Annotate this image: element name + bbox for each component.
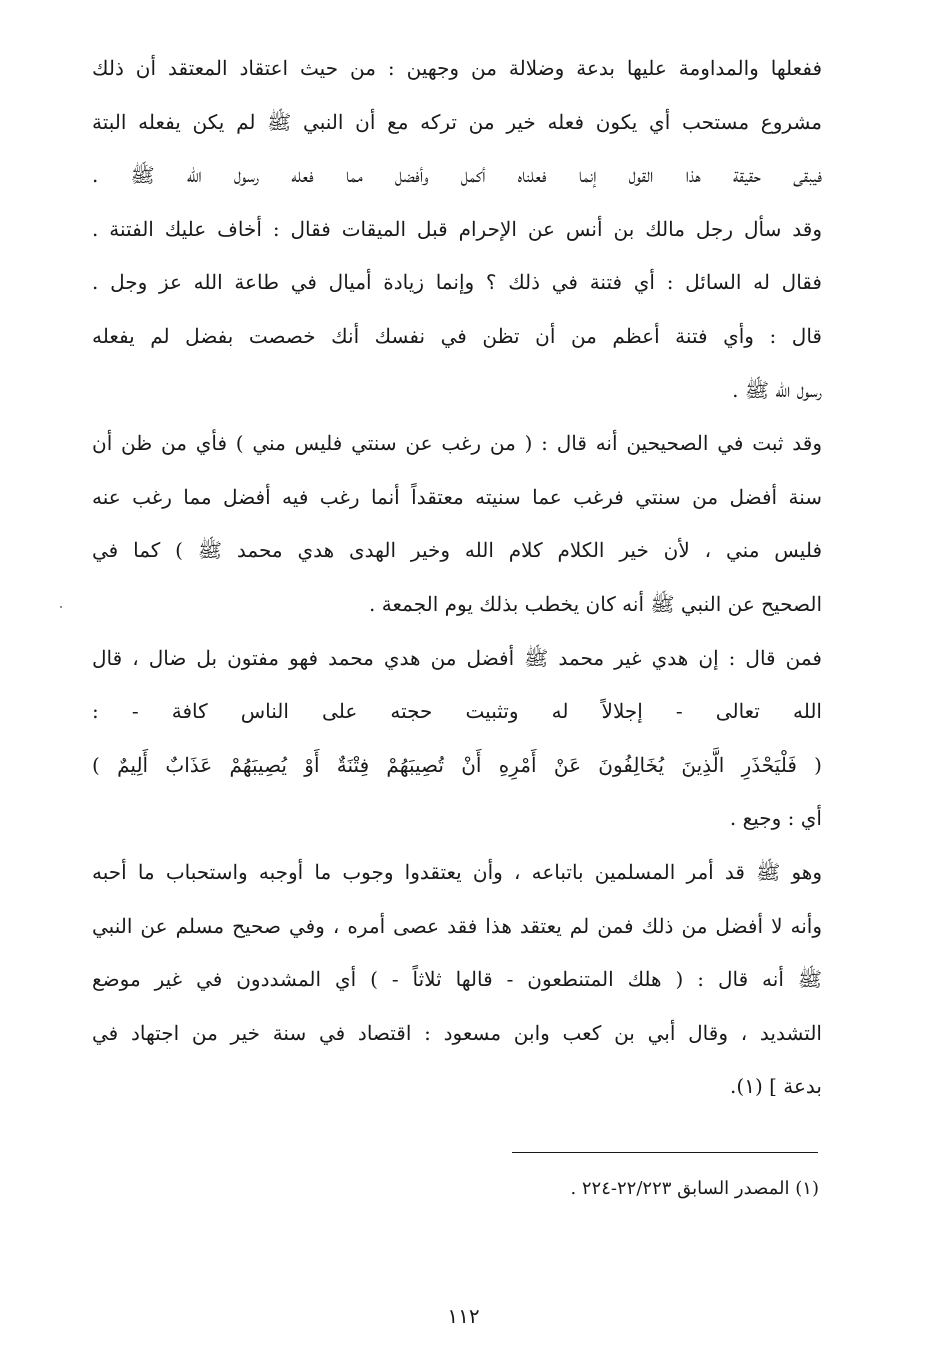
text-line: ﷺ أنه قال : ( هلك المتنطعون - قالها ثلاثاً - ) أي المشددون في غير موضع — [92, 967, 822, 992]
footnote: (١) المصدر السابق ٢٢/٢٢٣-٢٢٤ . — [570, 1178, 819, 1199]
text-line: بدعة ] (١). — [730, 1074, 822, 1099]
text-line: ففعلها والمداومة عليها بدعة وضلالة من وجهين : من حيث اعتقاد المعتقد أن ذلك — [92, 56, 822, 80]
text-line: سنة أفضل من سنتي فرغب عما سنيته معتقداً أنما رغب فيه أفضل مما رغب عنه — [92, 484, 822, 509]
scan-speck — [60, 606, 62, 608]
text-line: فقال له السائل : أي فتنة في ذلك ؟ وإنما زيادة أميال في طاعة الله عز وجل . — [92, 270, 822, 295]
page-number: ١١٢ — [447, 1304, 480, 1328]
quran-verse: ( فَلْيَحْذَرِ الَّذِينَ يُخَالِفُونَ عَنْ أَمْرِهِ أَنْ تُصِيبَهُمْ فِتْنَةٌ أَوْ يُصِيبَهُمْ عَذَابٌ أَلِيمٌ ) — [92, 752, 822, 777]
text-line: وهو ﷺ قد أمر المسلمين باتباعه ، وأن يعتقدوا وجوب ما أوجبه واستحباب ما أحبه — [92, 859, 822, 884]
text-line: الصحيح عن النبي ﷺ أنه كان يخطب بذلك يوم الجمعة . — [369, 591, 822, 616]
text-line: قال : وأي فتنة أعظم من أن تظن في نفسك أنك خصصت بفضل لم يفعله — [92, 323, 822, 348]
text-line: فليس مني ، لأن خير الكلام كلام الله وخير الهدى هدي محمد ﷺ ) كما في — [92, 538, 822, 563]
text-line: فمن قال : إن هدي غير محمد ﷺ أفضل من هدي محمد فهو مفتون بل ضال ، قال — [92, 645, 822, 670]
text-line: وقد ثبت في الصحيحين أنه قال : ( من رغب عن سنتي فليس مني ) فأي من ظن أن — [92, 431, 822, 456]
text-line: أي : وجيع . — [729, 806, 822, 831]
main-text — [92, 42, 822, 1114]
text-line: الله تعالى - إجلالاً له وتثبيت حجته على الناس كافة - : — [92, 699, 822, 724]
text-line: التشديد ، وقال أبي بن كعب وابن مسعود : اقتصاد في سنة خير من اجتهاد في — [92, 1020, 822, 1045]
text-line: وقد سأل رجل مالك بن أنس عن الإحرام قبل الميقات فقال : أخاف عليك الفتنة . — [92, 216, 822, 241]
text-line: فيبقى حقيقة هذا القول إنما فعلناه أكمل وأفضل مما فعله رسول الله ﷺ . — [92, 163, 822, 188]
text-line: مشروع مستحب أي يكون فعله خير من تركه مع أن النبي ﷺ لم يكن يفعله البتة — [92, 109, 822, 134]
text-line: وأنه لا أفضل من ذلك فمن لم يعتقد هذا فقد عصى أمره ، وفي صحيح مسلم عن النبي — [92, 913, 822, 938]
text-line: رسول الله ﷺ . — [732, 377, 822, 402]
footnote-separator — [512, 1152, 818, 1153]
